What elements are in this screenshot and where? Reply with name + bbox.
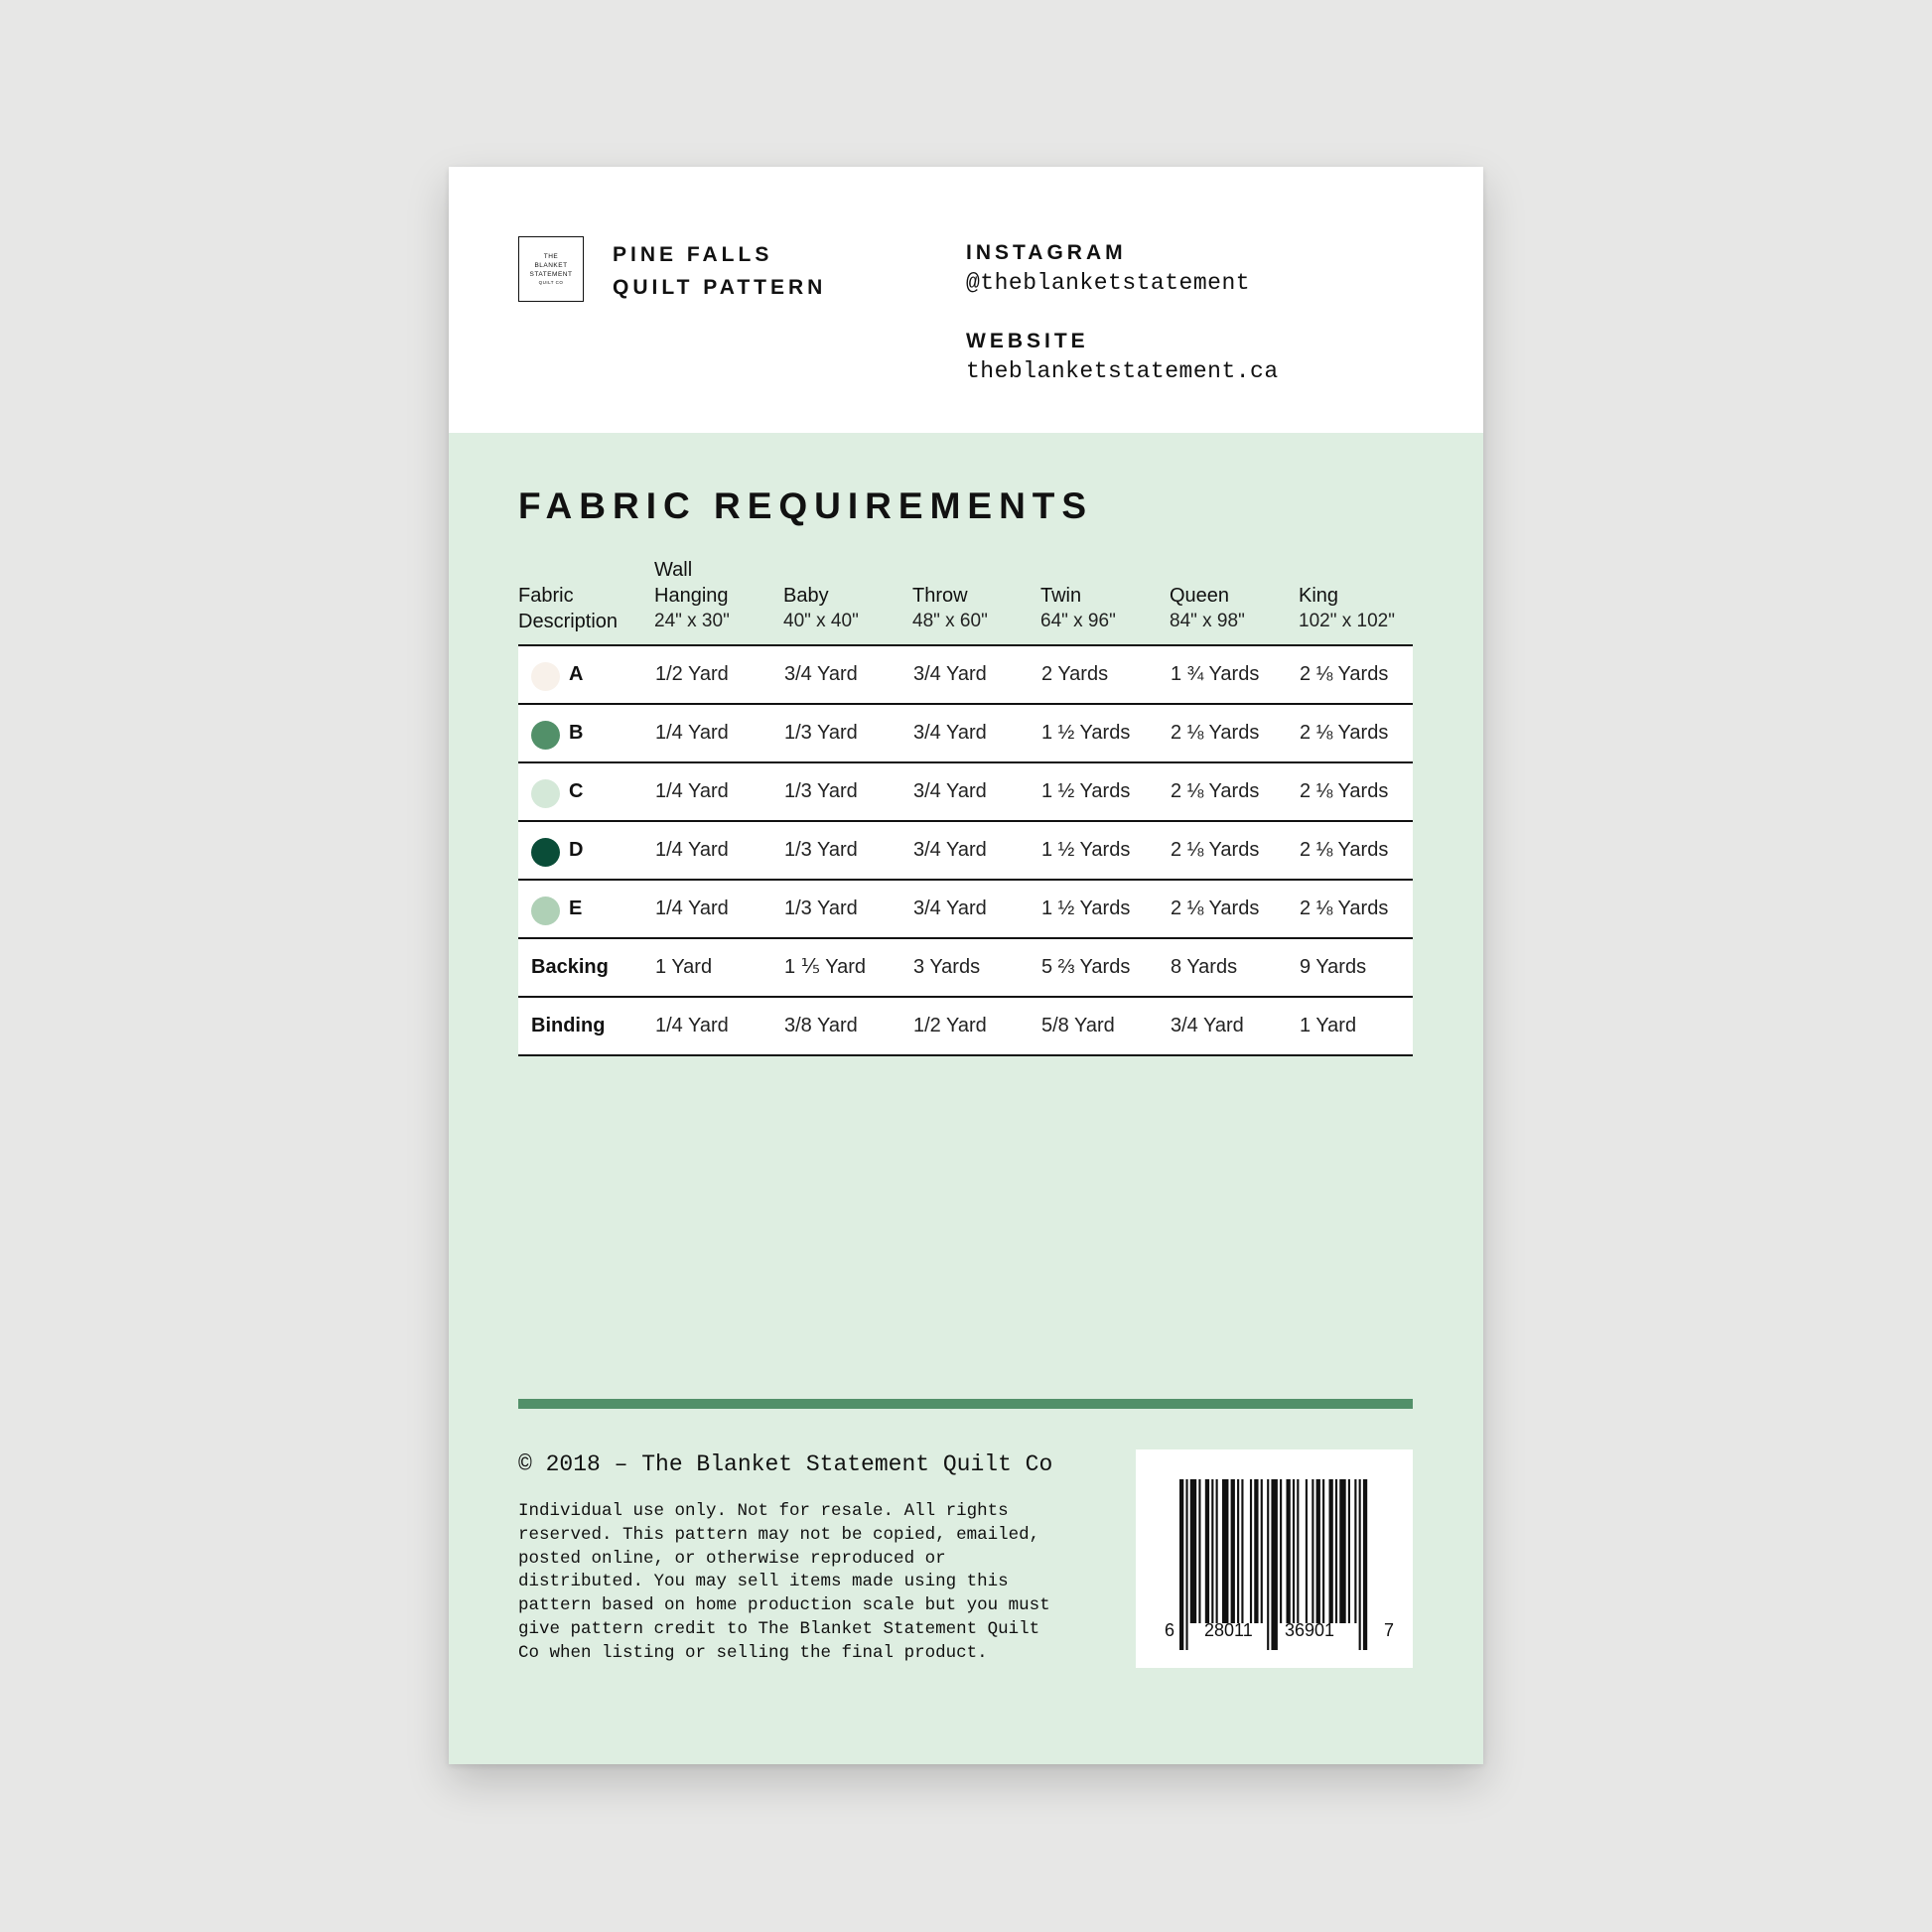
column-header-size: 40" x 40" xyxy=(783,611,859,631)
table-cell: 3/4 Yard xyxy=(913,663,987,685)
table-row xyxy=(518,763,1413,822)
fabric-requirements-table xyxy=(518,550,1413,1056)
fabric-swatch xyxy=(531,838,560,867)
table-cell: 2 ⅛ Yards xyxy=(1300,780,1389,802)
table-row xyxy=(518,646,1413,705)
barcode-digit-first: 6 xyxy=(1165,1620,1175,1640)
barcode-bar xyxy=(1359,1479,1361,1650)
table-cell: 1/2 Yard xyxy=(655,663,729,685)
pattern-title-line2: QUILT PATTERN xyxy=(613,276,827,299)
barcode-bar xyxy=(1254,1479,1258,1623)
pattern-back-cover xyxy=(449,167,1483,1764)
barcode-bar xyxy=(1241,1479,1243,1623)
barcode-bar xyxy=(1311,1479,1313,1623)
column-header xyxy=(1170,557,1245,634)
barcode-bar xyxy=(1205,1479,1209,1623)
column-header-line1 xyxy=(1170,557,1245,583)
table-cell: 1 ½ Yards xyxy=(1041,780,1131,802)
table-cell: 2 ⅛ Yards xyxy=(1300,663,1389,685)
website-link[interactable]: theblanketstatement.ca xyxy=(966,358,1279,384)
instagram-label: INSTAGRAM xyxy=(966,241,1127,264)
barcode-bar xyxy=(1293,1479,1295,1623)
table-row xyxy=(518,705,1413,763)
column-header xyxy=(783,557,859,634)
barcode-group-left: 28011 xyxy=(1204,1620,1253,1640)
barcode-bar xyxy=(1354,1479,1356,1623)
barcode-bars xyxy=(1136,1449,1413,1668)
table-cell: 1/3 Yard xyxy=(784,722,858,744)
column-header-size: 24" x 30" xyxy=(654,611,730,631)
barcode-bar xyxy=(1271,1479,1277,1650)
column-header-line2: Hanging xyxy=(654,585,729,607)
column-header-line2: King xyxy=(1299,585,1339,607)
table-cell: 1/2 Yard xyxy=(913,1015,987,1036)
column-header-size: 48" x 60" xyxy=(912,611,988,631)
fabric-label: A xyxy=(569,663,584,685)
logo-line: THE xyxy=(543,253,559,260)
website-label: WEBSITE xyxy=(966,330,1089,352)
barcode-bar xyxy=(1261,1479,1263,1623)
column-header xyxy=(518,583,618,634)
instagram-block xyxy=(966,238,1250,298)
barcode-bar xyxy=(1329,1479,1333,1623)
fabric-label: Backing xyxy=(531,956,609,978)
column-header xyxy=(1040,557,1116,634)
table-cell: 3 Yards xyxy=(913,956,981,978)
fabric-swatch xyxy=(531,721,560,750)
column-header-line1 xyxy=(1040,557,1116,583)
table-cell: 1 Yard xyxy=(1300,1015,1357,1036)
barcode xyxy=(1136,1449,1413,1668)
accent-divider xyxy=(518,1399,1413,1409)
table-cell: 1/4 Yard xyxy=(655,897,729,919)
barcode-bar xyxy=(1250,1479,1252,1623)
fabric-swatch xyxy=(531,897,560,925)
barcode-bar xyxy=(1237,1479,1239,1623)
table-cell: 1/3 Yard xyxy=(784,897,858,919)
table-cell: 1 Yard xyxy=(655,956,713,978)
website-block xyxy=(966,327,1279,386)
column-header-line1 xyxy=(783,557,859,583)
table-cell: 1 ⅕ Yard xyxy=(784,956,867,978)
barcode-digit-last: 7 xyxy=(1384,1620,1395,1640)
table-cell: 8 Yards xyxy=(1171,956,1238,978)
table-cell: 3/4 Yard xyxy=(1171,1015,1244,1036)
barcode-bar xyxy=(1306,1479,1308,1623)
barcode-bar xyxy=(1222,1479,1228,1623)
table-cell: 1/4 Yard xyxy=(655,722,729,744)
legal-notice: Individual use only. Not for resale. All rights reserved. This pattern may not be copied, emailed, posted online, or otherwise reproduced or distributed. You may sell items made using this pattern based on home production scale but you must give pattern credit to The Blanket Statement Quilt Co when listing or selling the final product. xyxy=(518,1501,1050,1663)
pattern-title-line1: PINE FALLS xyxy=(613,243,773,266)
fabric-swatch xyxy=(531,662,560,691)
barcode-bar xyxy=(1348,1479,1350,1623)
table-cell: 2 ⅛ Yards xyxy=(1171,839,1260,861)
column-header xyxy=(654,557,730,634)
table-cell: 3/8 Yard xyxy=(784,1015,858,1036)
fabric-swatch xyxy=(531,779,560,808)
column-header-line2: Description xyxy=(518,611,619,632)
table-cell: 2 ⅛ Yards xyxy=(1171,722,1260,744)
table-cell: 1/4 Yard xyxy=(655,1015,729,1036)
table-cell: 3/4 Yard xyxy=(913,722,987,744)
fabric-label: B xyxy=(569,722,584,744)
barcode-bar xyxy=(1322,1479,1324,1623)
barcode-bar xyxy=(1335,1479,1337,1623)
barcode-bar xyxy=(1339,1479,1345,1623)
barcode-bar xyxy=(1190,1479,1196,1623)
column-header-size: 84" x 98" xyxy=(1170,611,1245,631)
barcode-bar xyxy=(1287,1479,1291,1623)
cover-header xyxy=(449,167,1483,433)
barcode-group-right: 36901 xyxy=(1285,1620,1335,1640)
barcode-bar xyxy=(1280,1479,1282,1623)
fabric-label: D xyxy=(569,839,584,861)
table-cell: 2 ⅛ Yards xyxy=(1300,897,1389,919)
fabric-label: E xyxy=(569,897,583,919)
table-cell: 1/4 Yard xyxy=(655,839,729,861)
barcode-bar xyxy=(1363,1479,1367,1650)
table-cell: 2 ⅛ Yards xyxy=(1171,897,1260,919)
table-cell: 2 Yards xyxy=(1041,663,1109,685)
logo-line: QUILT CO xyxy=(538,280,564,285)
logo-line: BLANKET xyxy=(534,262,568,269)
section-title: FABRIC REQUIREMENTS xyxy=(518,485,1094,526)
table-cell: 3/4 Yard xyxy=(913,839,987,861)
barcode-bar xyxy=(1267,1479,1269,1650)
barcode-bar xyxy=(1316,1479,1320,1623)
column-header-line2: Baby xyxy=(783,585,829,607)
barcode-bar xyxy=(1297,1479,1299,1623)
table-cell: 9 Yards xyxy=(1300,956,1367,978)
barcode-bar xyxy=(1216,1479,1218,1623)
column-header xyxy=(912,557,988,634)
table-cell: 1 ½ Yards xyxy=(1041,897,1131,919)
pattern-title xyxy=(613,238,826,304)
barcode-bar xyxy=(1211,1479,1213,1623)
table-cell: 2 ⅛ Yards xyxy=(1300,839,1389,861)
column-header-size: 64" x 96" xyxy=(1040,611,1116,631)
table-cell: 1 ½ Yards xyxy=(1041,722,1131,744)
table-row xyxy=(518,998,1413,1056)
column-header-line1 xyxy=(1299,557,1395,583)
column-header-line2: Twin xyxy=(1040,585,1082,607)
column-header-line1 xyxy=(912,557,988,583)
column-header-line1: Wall xyxy=(654,559,693,581)
column-header-line1: Fabric xyxy=(518,585,574,607)
table-cell: 1 ½ Yards xyxy=(1041,839,1131,861)
barcode-bar xyxy=(1231,1479,1235,1623)
table-row xyxy=(518,939,1413,998)
table-header xyxy=(518,550,1413,646)
table-cell: 3/4 Yard xyxy=(913,897,987,919)
logo-line: STATEMENT xyxy=(529,271,573,278)
fabric-label: C xyxy=(569,780,584,802)
table-cell: 1/3 Yard xyxy=(784,839,858,861)
column-header-line2: Queen xyxy=(1170,585,1230,607)
brand-logo xyxy=(518,236,584,302)
table-cell: 1 ¾ Yards xyxy=(1171,663,1260,685)
table-row xyxy=(518,822,1413,881)
barcode-bar xyxy=(1179,1479,1183,1650)
table-cell: 2 ⅛ Yards xyxy=(1300,722,1389,744)
instagram-handle[interactable]: @theblanketstatement xyxy=(966,270,1251,296)
table-cell: 3/4 Yard xyxy=(784,663,858,685)
table-row xyxy=(518,881,1413,939)
table-cell: 1/4 Yard xyxy=(655,780,729,802)
table-body xyxy=(518,646,1413,1056)
column-header-size: 102" x 102" xyxy=(1299,611,1395,631)
column-header xyxy=(1299,557,1395,634)
column-header-line2: Throw xyxy=(912,585,968,607)
table-cell: 2 ⅛ Yards xyxy=(1171,780,1260,802)
table-cell: 1/3 Yard xyxy=(784,780,858,802)
barcode-bar xyxy=(1198,1479,1200,1623)
barcode-bar xyxy=(1185,1479,1187,1650)
fabric-label: Binding xyxy=(531,1015,606,1036)
table-cell: 5 ⅔ Yards xyxy=(1041,956,1131,978)
table-cell: 5/8 Yard xyxy=(1041,1015,1115,1036)
table-cell: 3/4 Yard xyxy=(913,780,987,802)
copyright-text: © 2018 – The Blanket Statement Quilt Co xyxy=(518,1451,1053,1477)
